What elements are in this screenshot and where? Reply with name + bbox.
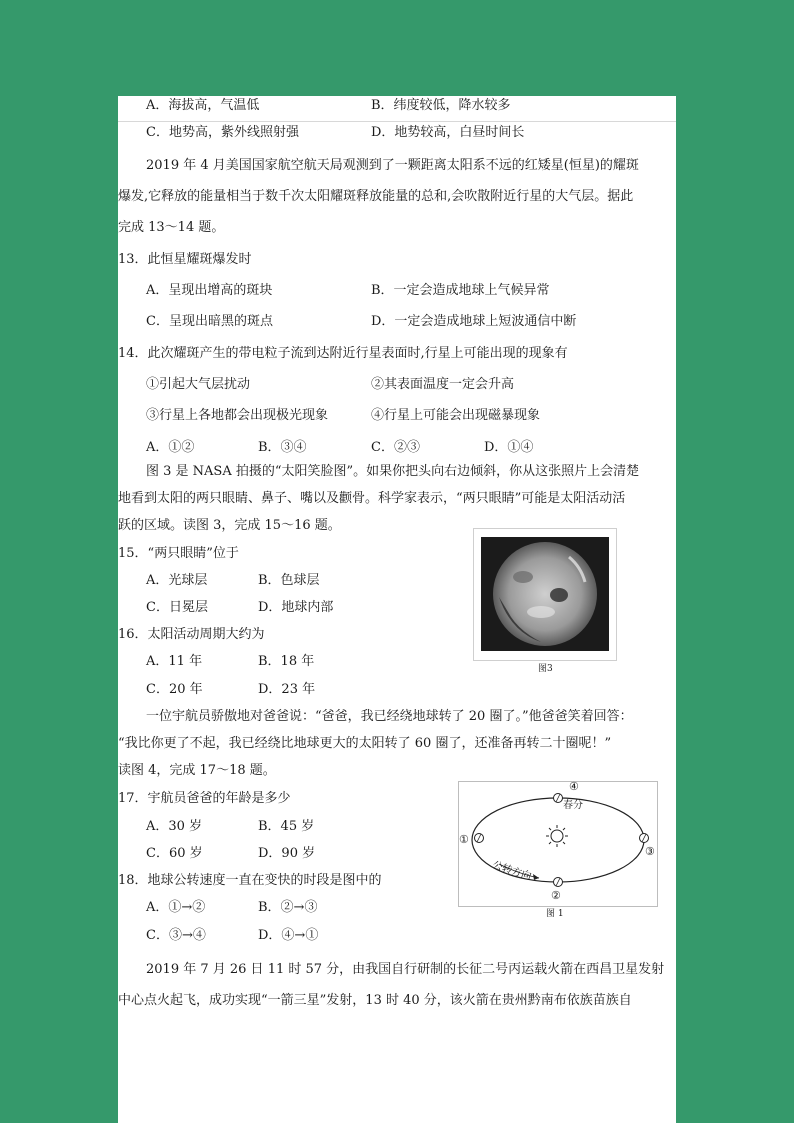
passage3-line3: 读图 4，完成 17～18 题。	[118, 763, 276, 778]
q14-option-b: B．③④	[258, 440, 307, 455]
passage1-line3: 完成 13～14 题。	[118, 220, 225, 235]
figure-4-orbit-diagram	[458, 781, 658, 907]
figure-3-sun-photo	[473, 528, 617, 661]
passage4-line2: 中心点火起飞，成功实现“一箭三星”发射，13 时 40 分，该火箭在贵州黔南布依族苗族自	[118, 993, 632, 1008]
label-4: ④	[569, 780, 579, 793]
q14-statement-1: ①引起大气层扰动	[146, 377, 251, 392]
q18-option-d: D．④→①	[258, 928, 319, 943]
q15-option-d: D．地球内部	[258, 600, 334, 615]
passage3-line2: “我比你更了不起，我已经绕比地球更大的太阳转了 60 圈了，还准备再转二十圈呢！”	[118, 736, 612, 751]
option-d: D．地势较高，白昼时间长	[371, 125, 525, 140]
q14-stem: 14．此次耀斑产生的带电粒子流到达附近行星表面时,行星上可能出现的现象有	[118, 346, 568, 361]
q16-option-a: A．11 年	[146, 654, 203, 669]
q14-statement-3: ③行星上各地都会出现极光现象	[146, 408, 329, 423]
passage1-line1: 2019 年 4 月美国国家航空航天局观测到了一颗距离太阳系不远的红矮星(恒星)的耀斑	[146, 158, 639, 173]
passage3-line1: 一位宇航员骄傲地对爸爸说：“爸爸，我已经绕地球转了 20 圈了。”他爸爸笑着回答：	[146, 709, 633, 724]
spring-equinox-label: 春分	[563, 800, 583, 811]
q18-option-b: B．②→③	[258, 900, 318, 915]
q14-option-d: D．①④	[484, 440, 534, 455]
label-3: ③	[645, 845, 655, 858]
sun-symbol	[546, 825, 568, 847]
q14-statement-4: ④行星上可能会出现磁暴现象	[371, 408, 541, 423]
q15-option-c: C．日冕层	[146, 600, 208, 615]
q15-option-a: A．光球层	[146, 573, 208, 588]
passage2-line2: 地看到太阳的两只眼睛、鼻子、嘴以及颧骨。科学家表示，“两只眼睛”可能是太阳活动活	[118, 491, 626, 506]
q14-option-c: C．②③	[371, 440, 420, 455]
option-c: C．地势高，紫外线照射强	[146, 125, 299, 140]
q16-option-d: D．23 年	[258, 682, 316, 697]
q15-option-b: B．色球层	[258, 573, 320, 588]
q17-option-a: A．30 岁	[146, 819, 203, 834]
label-1: ①	[459, 833, 469, 846]
passage4-line1: 2019 年 7 月 26 日 11 时 57 分，由我国自行研制的长征二号丙运载火箭在西昌卫星发射	[146, 962, 665, 977]
q13-option-d: D．一定会造成地球上短波通信中断	[371, 314, 577, 329]
figure-3-caption: 图3	[538, 664, 553, 674]
option-b: B．纬度较低，降水较多	[371, 98, 511, 113]
q16-stem: 16．太阳活动周期大约为	[118, 627, 265, 642]
q16-option-b: B．18 年	[258, 654, 315, 669]
q13-option-b: B．一定会造成地球上气候异常	[371, 283, 550, 298]
label-2: ②	[551, 889, 561, 902]
q17-option-d: D．90 岁	[258, 846, 316, 861]
option-divider	[118, 121, 676, 122]
passage2-line1: 图 3 是 NASA 拍摄的“太阳笑脸图”。如果你把头向右边倾斜，你从这张照片上会清楚	[146, 464, 640, 479]
q14-statement-2: ②其表面温度一定会升高	[371, 377, 515, 392]
passage2-line3: 跃的区域。读图 3，完成 15～16 题。	[118, 518, 341, 533]
option-a: A．海拔高，气温低	[146, 98, 260, 113]
q18-option-c: C．③→④	[146, 928, 206, 943]
q17-option-b: B．45 岁	[258, 819, 315, 834]
q13-option-a: A．呈现出增高的斑块	[146, 283, 273, 298]
q15-stem: 15．“两只眼睛”位于	[118, 546, 239, 561]
passage1-line2: 爆发,它释放的能量相当于数千次太阳耀斑释放能量的总和,会吹散附近行星的大气层。据此	[118, 189, 634, 204]
q18-option-a: A．①→②	[146, 900, 206, 915]
q18-stem: 18．地球公转速度一直在变快的时段是图中的	[118, 873, 382, 888]
sun-image	[481, 537, 609, 651]
q17-stem: 17．宇航员爸爸的年龄是多少	[118, 791, 291, 806]
q16-option-c: C．20 年	[146, 682, 203, 697]
q17-option-c: C．60 岁	[146, 846, 203, 861]
q14-option-a: A．①②	[146, 440, 195, 455]
revolution-direction-label: 公转方向	[490, 859, 533, 883]
q13-stem: 13．此恒星耀斑爆发时	[118, 252, 252, 267]
figure-4-caption: 图 1	[546, 909, 564, 919]
q13-option-c: C．呈现出暗黑的斑点	[146, 314, 273, 329]
